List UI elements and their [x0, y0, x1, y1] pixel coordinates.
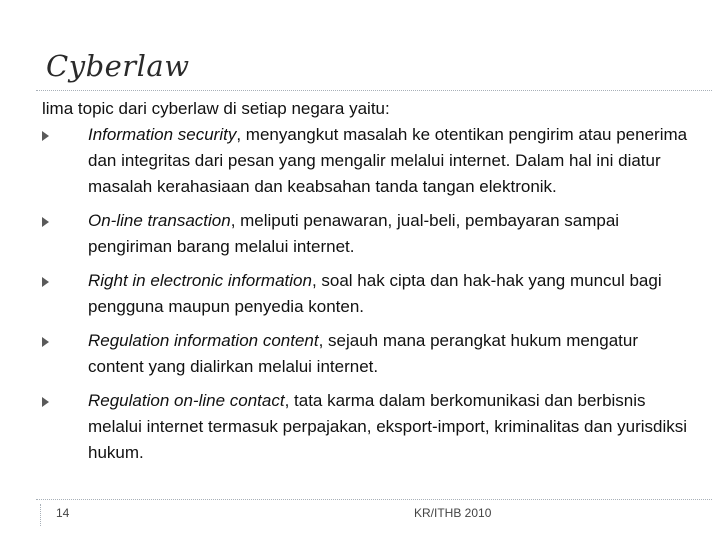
footer-divider — [36, 499, 712, 500]
topic-term: Right in electronic information — [88, 271, 312, 290]
triangle-right-icon — [42, 131, 49, 141]
footer-vertical-divider — [40, 504, 41, 526]
triangle-right-icon — [42, 337, 49, 347]
topic-description: , sejauh mana perangkat hukum mengatur content yang dialirkan melalui internet. — [88, 331, 639, 376]
slide-title: Cyberlaw — [46, 49, 190, 83]
topic-term: Regulation information content — [88, 331, 319, 350]
topic-description: , soal hak cipta dan hak-hak yang muncul bagi pengguna maupun penyedia konten. — [88, 271, 662, 316]
topic-list — [42, 122, 692, 474]
triangle-right-icon — [42, 277, 49, 287]
page-number: 14 — [56, 506, 70, 520]
list-item — [42, 122, 692, 200]
topic-description: , meliputi penawaran, jual-beli, pembayaran sampai pengiriman barang melalui internet. — [88, 211, 620, 256]
list-item — [42, 388, 692, 466]
triangle-right-icon — [42, 397, 49, 407]
topic-term: On-line transaction — [88, 211, 231, 230]
topic-description: , tata karma dalam berkomunikasi dan berbisnis melalui internet termasuk perpajakan, eksport-import, kriminalitas dan yurisdiksi hukum. — [88, 391, 688, 462]
footer-credit: KR/ITHB 2010 — [414, 506, 492, 520]
triangle-right-icon — [42, 217, 49, 227]
intro-text: lima topic dari cyberlaw di setiap negara yaitu: — [42, 99, 390, 118]
topic-term: Information security — [88, 125, 237, 144]
list-item — [42, 208, 692, 260]
list-item — [42, 328, 692, 380]
title-divider — [36, 90, 712, 91]
topic-term: Regulation on-line contact — [88, 391, 285, 410]
topic-description: , menyangkut masalah ke otentikan pengirim atau penerima dan integritas dari pesan yang mengalir melalui internet. Dalam hal ini diatur masalah kerahasiaan dan keabsahan tanda tangan elektronik. — [88, 125, 688, 196]
list-item — [42, 268, 692, 320]
